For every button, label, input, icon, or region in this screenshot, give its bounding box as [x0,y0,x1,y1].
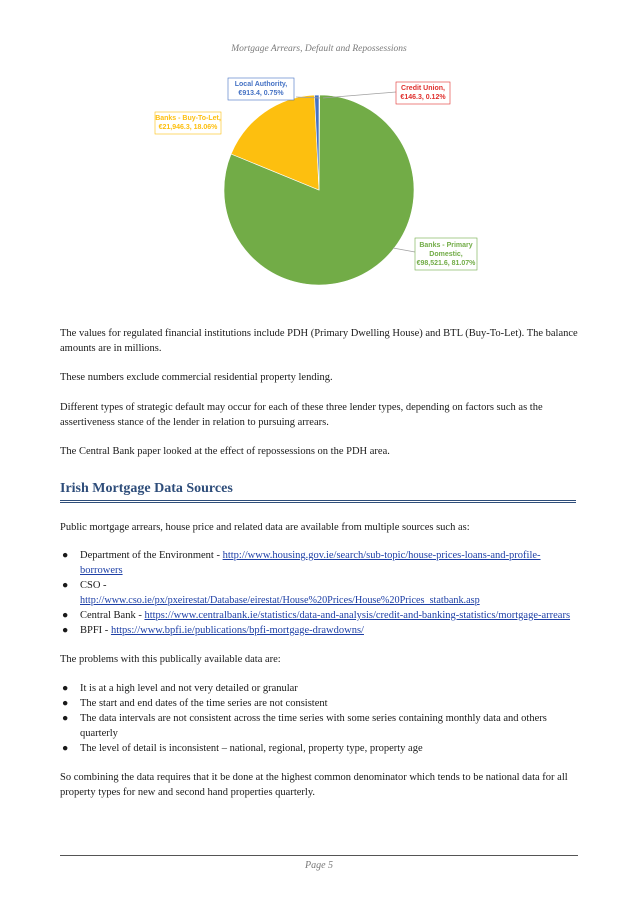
callout-pdh-line1: Banks - Primary [419,242,473,249]
callout-credit-union [396,82,450,104]
callout-btl [155,112,221,134]
pie-chart [0,60,638,325]
intro-text [60,326,580,459]
running-header: Mortgage Arrears, Default and Repossessions [231,44,407,54]
bullet-icon: ● [62,580,69,591]
section-intro: Public mortgage arrears, house price and related data are available from multiple sources such as: [60,522,470,533]
callout-btl-line1: Banks - Buy-To-Let, [155,115,221,122]
source-link-central-bank[interactable]: https://www.centralbank.ie/statistics/data-and-analysis/credit-and-banking-statistics/mortgage-arrears [144,610,571,621]
source-label: CSO - [80,580,107,591]
intro-paragraph-1: The values for regulated financial institutions include PDH (Primary Dwelling House) and BTL (Buy-To-Let). The balance amounts are in millions. [60,328,578,354]
problem-text: It is at a high level and not very detailed or granular [80,683,298,694]
source-label: BPFI - [80,625,111,636]
source-link-cso[interactable]: http://www.cso.ie/px/pxeirestat/Database/eirestat/House%20Prices/House%20Prices_statbank.asp [80,595,480,606]
list-item [60,623,580,638]
conclusion-paragraph: So combining the data requires that it be done at the highest common denominator which tends to be national data for all property types for new and second hand properties quarterly. [60,772,568,798]
bullet-icon: ● [62,743,69,754]
callout-pdh-line2: Domestic, [429,251,463,258]
problem-text: The start and end dates of the time series are not consistent [80,698,328,709]
callout-local-authority [228,78,294,100]
source-label: Department of the Environment - [80,550,223,561]
bullet-icon: ● [62,550,69,561]
list-item [60,608,580,623]
callout-credit-union-line2: €146.3, 0.12% [400,94,446,101]
bullet-icon: ● [62,625,69,636]
source-link-bpfi[interactable]: https://www.bpfi.ie/publications/bpfi-mortgage-drawdowns/ [110,625,364,636]
bullet-icon: ● [62,610,69,621]
bullet-icon: ● [62,713,69,724]
intro-paragraph-3: Different types of strategic default may occur for each of these three lender types, depending on factors such as the assertiveness stance of the lender in relation to pursuing arrears. [60,402,543,428]
callout-pdh [415,238,477,270]
sources-list [60,548,580,638]
callout-btl-line2: €21,946.3, 18.06% [158,124,218,131]
pie-svg [0,60,638,325]
footer-rule [60,855,578,856]
source-label: Central Bank - [80,610,145,621]
list-item [60,578,580,608]
intro-paragraph-2: These numbers exclude commercial residential property lending. [60,372,333,383]
section-body [60,520,580,800]
problems-list [60,681,580,756]
leader-line-credit-union [323,92,396,98]
source-link-environment[interactable]: http://www.housing.gov.ie/search/sub-topic/house-prices-loans-and-profile-borrowers [80,550,541,576]
callout-pdh-line3: €98,521.6, 81.07% [416,260,476,267]
problem-text: The data intervals are not consistent across the time series with some series containing monthly data and others quarterly [80,713,547,739]
callout-local-authority-line1: Local Authority, [234,81,288,88]
intro-paragraph-4: The Central Bank paper looked at the effect of repossessions on the PDH area. [60,446,390,457]
bullet-icon: ● [62,683,69,694]
leader-line-pdh [393,248,415,252]
problem-text: The level of detail is inconsistent – national, regional, property type, property age [80,743,423,754]
callout-local-authority-line2: €913.4, 0.75% [238,90,284,97]
problems-intro: The problems with this publically available data are: [60,654,281,665]
list-item [60,696,580,711]
list-item [60,681,580,696]
section-heading: Irish Mortgage Data Sources [60,481,576,503]
list-item [60,548,580,578]
bullet-icon: ● [62,698,69,709]
list-item [60,741,580,756]
list-item [60,711,580,741]
page-number: Page 5 [304,860,334,871]
callout-credit-union-line1: Credit Union, [401,85,445,92]
